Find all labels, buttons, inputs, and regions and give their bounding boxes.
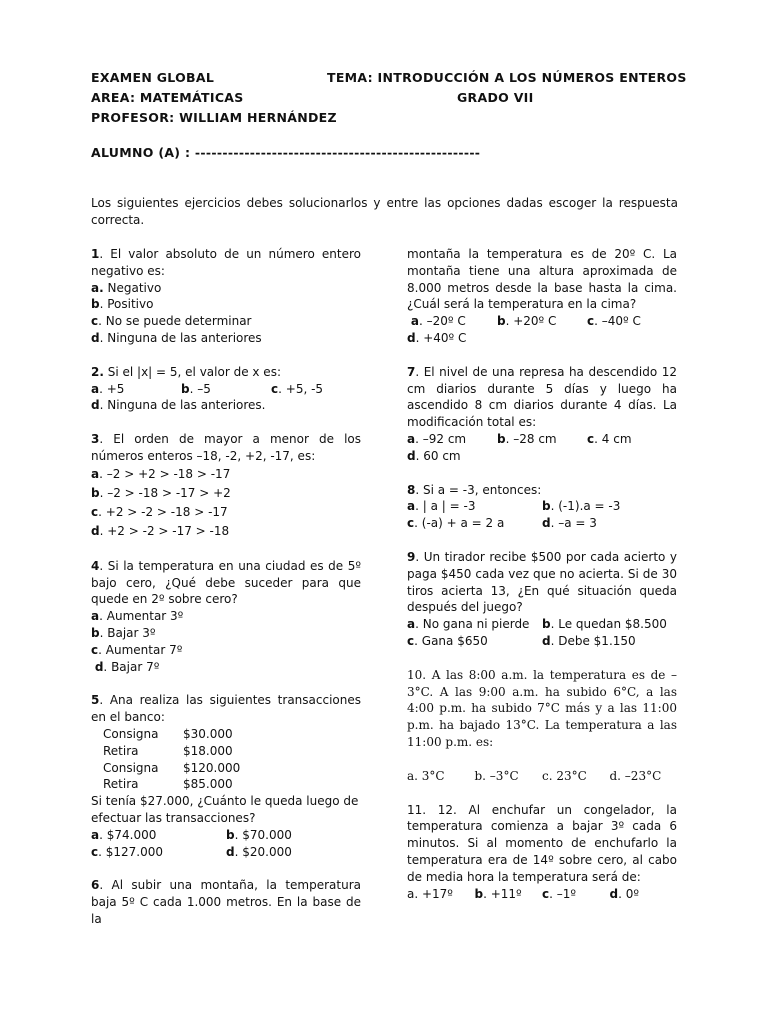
exam-title: EXAMEN GLOBAL xyxy=(91,70,215,85)
option-a: a. 3°C xyxy=(407,768,445,783)
question-3: 3. El orden de mayor a menor de los números enteros –18, -2, +2, -17, es: a. –2 > +2 > -18 > -17 b. –2 > -18 > -17 > +2 c. +2 > -2 > -18 > -17 d. +2 > -2 > -17 > -18 xyxy=(91,431,361,541)
exam-area: AREA: MATEMÁTICAS xyxy=(91,90,244,105)
option-d: d. Ninguna de las anteriores. xyxy=(91,398,266,413)
option-c: c. –1º xyxy=(542,886,577,901)
transaction-row: Retira $18.000 xyxy=(103,743,233,758)
question-10: 10. A las 8:00 a.m. la temperatura es de –3°C. A las 9:00 a.m. ha subido 6°C, a las 4:00 p.m. ha subido 7°C más y a las 11:00 p.m. ha bajado 13°C. La temperatura a las 11:00 p.m. es: a. 3°C b. –3°C c. 23°C d. –23°C xyxy=(407,667,677,783)
option-d: d. +40º C xyxy=(407,330,467,345)
option-b: b. Bajar 3º xyxy=(91,625,156,640)
exam-teacher: PROFESOR: WILLIAM HERNÁNDEZ xyxy=(91,110,337,125)
transaction-row: Retira $85.000 xyxy=(103,777,233,792)
question-5: 5. Ana realiza las siguientes transacciones en el banco: Consigna $30.000 Retira $18.000 Consigna $120.000 Retira $85.000 Si tenía $27.000, ¿Cuánto le queda luego de efectuar las transacciones? a. $74.000 b. $70.000 c. $127.000 d. $20.000 xyxy=(91,693,361,859)
student-name-line: ALUMNO (A) : ---------------------------------------------------- xyxy=(91,145,481,160)
question-7: 7. El nivel de una represa ha descendido 12 cm diarios durante 5 días y luego ha ascendido 8 cm diarios durante 4 días. La modificación total es: a. –92 cm b. –28 cm c. 4 cm d. 60 cm xyxy=(407,364,677,463)
transaction-row: Consigna $120.000 xyxy=(103,760,241,775)
option-b: b. $70.000 xyxy=(226,827,292,842)
question-text: Si tenía $27.000, ¿Cuánto le queda luego de efectuar las transacciones? xyxy=(91,794,359,825)
exam-grade: GRADO VII xyxy=(457,90,534,105)
right-column xyxy=(407,246,677,919)
instructions: Los siguientes ejercicios debes solucionarlos y entre las opciones dadas escoger la respuesta correcta. xyxy=(91,196,678,227)
option-a: a. +5 xyxy=(91,381,125,396)
option-a: a. | a | = -3 xyxy=(407,499,476,514)
option-c: c. 23°C xyxy=(542,768,587,783)
option-b: b. +11º xyxy=(474,886,522,901)
option-b: b. –5 xyxy=(181,381,211,396)
option-b: b. (-1).a = -3 xyxy=(542,499,621,514)
question-9: 9. Un tirador recibe $500 por cada acierto y paga $450 cada vez que no acierta. Si de 30 tiros acierta 13, ¿En qué situación queda después del juego? a. No gana ni pierde b. Le quedan $8.500 c. Gana $650 d. Debe $1.150 xyxy=(407,549,677,648)
question-11: 11. 12. Al enchufar un congelador, la temperatura comienza a bajar 3º cada 6 minutos. Si al momento de enchufarlo la temperatura era de 14º sobre cero, al cabo de media hora la temperatura será de: a. +17º b. +11º c. –1º d. 0º xyxy=(407,802,677,901)
option-a: a. –20º C xyxy=(410,314,466,329)
question-6-start: 6. Al subir una montaña, la temperatura baja 5º C cada 1.000 metros. En la base de la xyxy=(91,878,361,926)
option-a: a. No gana ni pierde xyxy=(407,617,530,632)
transaction-row: Consigna $30.000 xyxy=(103,726,233,741)
option-d: d. –23°C xyxy=(609,768,662,783)
option-b: b. Positivo xyxy=(91,297,154,312)
option-a: a. –2 > +2 > -18 > -17 xyxy=(91,466,231,481)
option-b: b. Le quedan $8.500 xyxy=(542,617,667,632)
option-d: d. –a = 3 xyxy=(542,516,597,531)
option-a: a. +17º xyxy=(407,886,453,901)
option-d: d. 0º xyxy=(609,886,640,901)
option-c: c. +5, -5 xyxy=(271,381,324,396)
option-d: d. Ninguna de las anteriores xyxy=(91,330,262,345)
question-4: 4. Si la temperatura en una ciudad es de 5º bajo cero, ¿Qué debe suceder para que quede en 2º sobre cero? a. Aumentar 3º b. Bajar 3º c. Aumentar 7º d. Bajar 7º xyxy=(91,558,361,674)
option-c: c. –40º C xyxy=(587,314,641,329)
question-2: 2. Si el |x| = 5, el valor de x es: a. +5 b. –5 c. +5, -5 d. Ninguna de las anteriores. xyxy=(91,364,361,414)
option-a: a. Negativo xyxy=(91,280,162,295)
left-column xyxy=(91,246,361,945)
option-a: a. Aumentar 3º xyxy=(91,609,184,624)
option-c: c. Gana $650 xyxy=(407,633,488,648)
option-c: c. 4 cm xyxy=(587,431,632,446)
option-d: d. $20.000 xyxy=(226,844,292,859)
question-8: 8. Si a = -3, entonces: a. | a | = -3 b. (-1).a = -3 c. (-a) + a = 2 a d. –a = 3 xyxy=(407,482,677,532)
option-c: c. (-a) + a = 2 a xyxy=(407,516,505,531)
option-d: d. 60 cm xyxy=(407,448,461,463)
option-a: a. –92 cm xyxy=(407,431,467,446)
exam-topic: TEMA: INTRODUCCIÓN A LOS NÚMEROS ENTEROS xyxy=(327,70,687,85)
option-c: c. No se puede determinar xyxy=(91,314,252,329)
option-b: b. –28 cm xyxy=(497,431,557,446)
option-b: b. –2 > -18 > -17 > +2 xyxy=(91,485,231,500)
option-c: c. +2 > -2 > -18 > -17 xyxy=(91,504,228,519)
option-b: b. –3°C xyxy=(474,768,519,783)
option-c: c. $127.000 xyxy=(91,844,164,859)
option-a: a. $74.000 xyxy=(91,827,157,842)
question-1: 1. El valor absoluto de un número entero negativo es: a. Negativo b. Positivo c. No se puede determinar d. Ninguna de las anteriores xyxy=(91,247,361,345)
question-6-continued: montaña la temperatura es de 20º C. La montaña tiene una altura aproximada de 8.000 metros desde la base hasta la cima. ¿Cuál será la temperatura en la cima? a. –20º C b. +20º C c. –40º C d. +40º C xyxy=(407,247,677,345)
option-d: d. +2 > -2 > -17 > -18 xyxy=(91,523,230,538)
option-d: d. Debe $1.150 xyxy=(542,633,636,648)
option-c: c. Aumentar 7º xyxy=(91,642,183,657)
option-d: d. Bajar 7º xyxy=(94,659,160,674)
option-b: b. +20º C xyxy=(497,314,557,329)
